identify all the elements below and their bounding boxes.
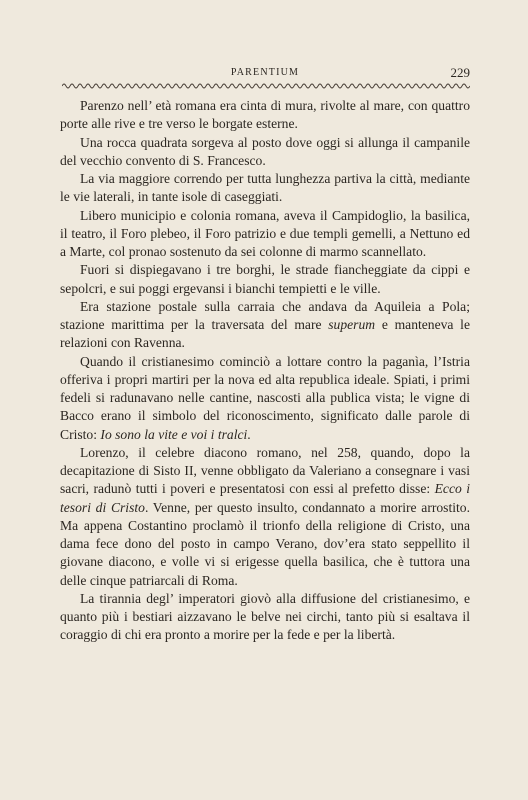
paragraph bbox=[60, 353, 470, 444]
text-run: . bbox=[247, 426, 251, 442]
running-title: PARENTIUM bbox=[230, 67, 300, 78]
italic-quotation: Io sono la vite e voi i tralci bbox=[100, 426, 248, 442]
paragraph bbox=[60, 97, 470, 134]
body-text bbox=[60, 97, 470, 645]
text-run: Fuori si dispiegavano i tre borghi, le strade fiancheggiate da cippi e sepolcri, e sui poggi ergevansi i bianchi tempietti e le ville. bbox=[60, 262, 470, 296]
paragraph bbox=[60, 261, 470, 298]
text-run: Una rocca quadrata sorgeva al posto dove oggi si allunga il campanile del vecchio convento di S. Francesco. bbox=[60, 134, 470, 168]
paragraph bbox=[60, 298, 470, 353]
paragraph bbox=[60, 207, 470, 262]
paragraph bbox=[60, 170, 470, 207]
page-header bbox=[60, 64, 470, 84]
page-number: 229 bbox=[450, 65, 470, 80]
text-run: Parenzo nell’ età romana era cinta di mura, rivolte al mare, con quattro porte alle rive e tre verso le borgate esterne. bbox=[60, 98, 470, 132]
text-run: Era stazione postale sulla carraia che andava da Aquileia a Pola; stazione marittima per la traversata del mare bbox=[60, 298, 470, 332]
paragraph bbox=[60, 590, 470, 645]
paragraph bbox=[60, 134, 470, 171]
ornamental-wavy-rule bbox=[62, 82, 470, 90]
text-run: Libero municipio e colonia romana, aveva il Campidoglio, la basilica, il teatro, il Foro plebeo, il Foro patrizio e due templi gemelli, a Nettuno ed a Marte, col pronao sostenuto da sei colonne di marmo scannellato. bbox=[60, 207, 470, 259]
text-run: Lorenzo, il celebre diacono romano, nel 258, quando, dopo la decapitazione di Sisto II, venne obbligato da Valeriano a consegnare i vasi sacri, radunò tutti i poveri e presentatosi con essi al prefetto disse: bbox=[60, 444, 470, 497]
italic-phrase: superum bbox=[328, 317, 376, 332]
italic-quotation: Ecco i tesori di Cristo bbox=[60, 481, 471, 515]
text-run: . Venne, per questo insulto, condannato a morire arrostito. Ma appena Costantino proclamò il trionfo della religione di Cristo, una dama fece dono del posto in campo Verano, dov’era stato seppellito il giovane diacono, e volle vi si erigesse quella basilica, che è tuttora una delle cinque patriarcali di Roma. bbox=[60, 499, 470, 588]
text-run: La tirannia degl’ imperatori giovò alla diffusione del cristianesimo, e quanto più i bestiari aizzavano le belve nei circhi, tanto più si esaltava il coraggio di chi era pronto a morire per la fede e per la libertà. bbox=[60, 590, 470, 643]
text-run: La via maggiore correndo per tutta lunghezza partiva la città, mediante le vie laterali, in tante isole di caseggiati. bbox=[60, 171, 470, 205]
text-run: e manteneva le relazioni con Ravenna. bbox=[60, 317, 470, 351]
text-run: Quando il cristianesimo cominciò a lottare contro la paganìa, l’Istria offeriva i propri martiri per la nova ed alta republica ideale. Spiati, i primi fedeli si radunavano nelle cantine, nascosti alla publica vista; le vigne di Bacco erano il simbolo del riconoscimento, significato dalle parole di Cristo: bbox=[60, 353, 470, 442]
paragraph bbox=[60, 444, 470, 590]
